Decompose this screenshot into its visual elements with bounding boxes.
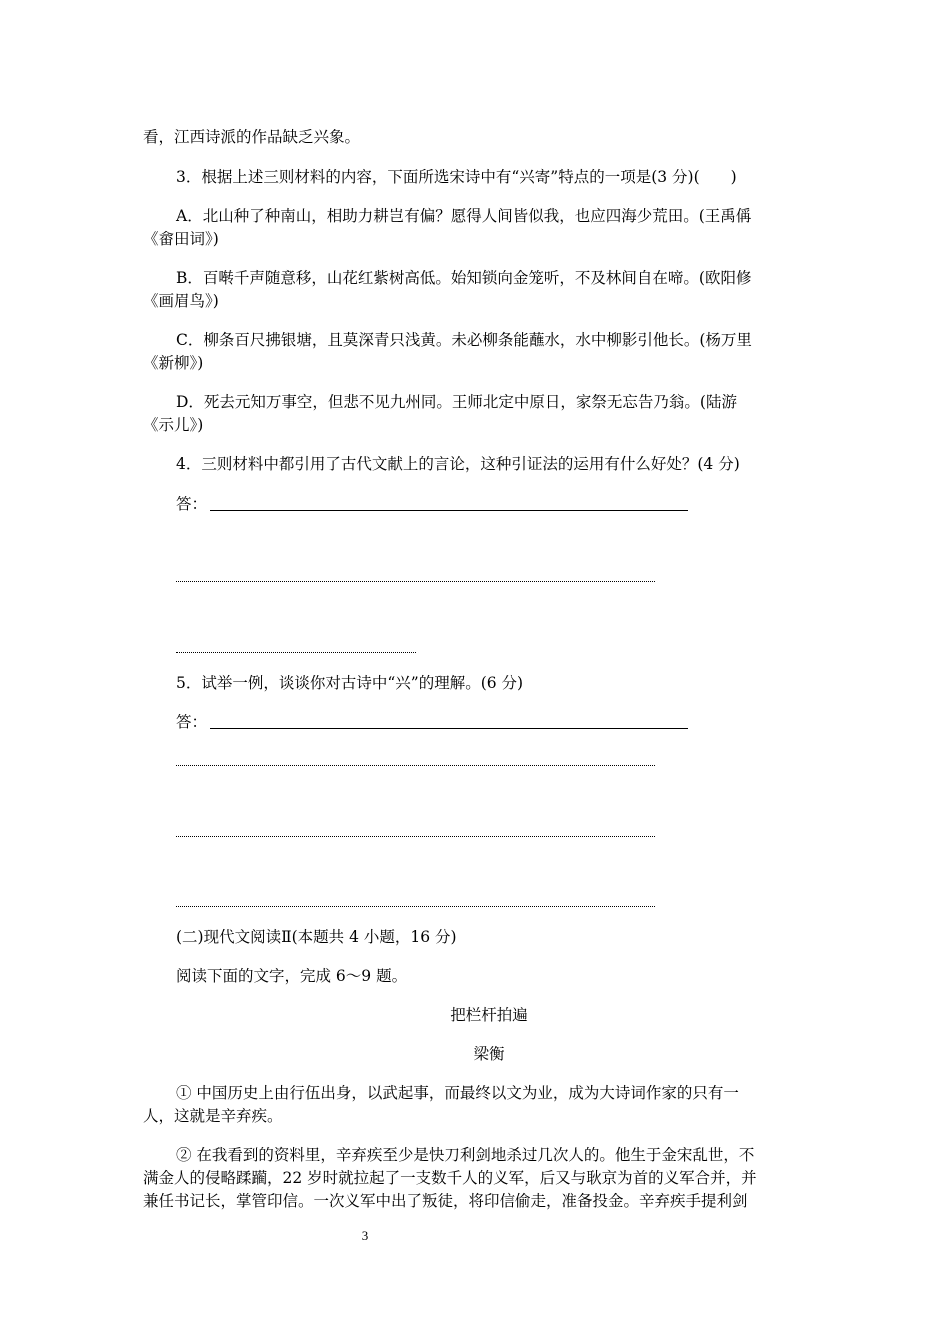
paragraph-1: ① 中国历史上由行伍出身，以武起事，而最终以文为业，成为大诗词作家的只有一: [176, 1084, 739, 1102]
paragraph-2-cont-2: 兼任书记长，掌管印信。一次义军中出了叛徒，将印信偷走，准备投金。辛弃疾手提利剑: [143, 1192, 748, 1210]
question-5-answer-line-4[interactable]: [176, 906, 655, 907]
question-3-option-b-cont: 《画眉鸟》): [143, 292, 219, 310]
question-4-answer-line-2[interactable]: [176, 581, 655, 582]
question-3-option-c-cont: 《新柳》): [143, 354, 204, 372]
paragraph-1-cont: 人，这就是辛弃疾。: [143, 1107, 283, 1125]
question-5-answer-line[interactable]: [210, 728, 688, 729]
section-2-instruction: 阅读下面的文字，完成 6～9 题。: [176, 967, 408, 985]
question-5-answer-line-2[interactable]: [176, 765, 655, 766]
page-number: 3: [361, 1228, 369, 1243]
article-author: 梁衡: [473, 1045, 505, 1063]
question-4-answer-line[interactable]: [210, 510, 688, 511]
question-3-option-a: A．北山种了种南山，相助力耕岂有偏？愿得人间皆似我，也应四海少荒田。(王禹偁: [176, 207, 752, 225]
question-4-answer-line-3[interactable]: [176, 652, 416, 653]
question-3-option-a-cont: 《畲田词》): [143, 230, 219, 248]
question-5-answer-line-3[interactable]: [176, 836, 655, 837]
question-3-option-c: C．柳条百尺拂银塘，且莫深青只浅黄。未必柳条能蘸水，水中柳影引他长。(杨万里: [176, 331, 752, 349]
paragraph-2-cont-1: 满金人的侵略蹂躏，22 岁时就拉起了一支数千人的义军，后又与耿京为首的义军合并，并: [143, 1169, 757, 1187]
intro-tail: 看，江西诗派的作品缺乏兴象。: [143, 128, 361, 146]
section-2-heading: (二)现代文阅读Ⅱ(本题共 4 小题，16 分): [176, 928, 457, 946]
article-title: 把栏杆拍遍: [450, 1006, 528, 1024]
question-3-option-b: B．百啭千声随意移，山花红紫树高低。始知锁向金笼听，不及林间自在啼。(欧阳修: [176, 269, 752, 287]
question-3-option-d: D．死去元知万事空，但悲不见九州同。王师北定中原日，家祭无忘告乃翁。(陆游: [176, 393, 737, 411]
paragraph-2: ② 在我看到的资料里，辛弃疾至少是快刀利剑地杀过几次人的。他生于金宋乱世，不: [176, 1146, 755, 1164]
question-3-option-d-cont: 《示儿》): [143, 416, 204, 434]
question-4-stem: 4．三则材料中都引用了古代文献上的言论，这种引证法的运用有什么好处？(4 分): [176, 455, 740, 473]
question-4-answer-label: 答：: [176, 495, 208, 513]
question-3-stem: 3．根据上述三则材料的内容，下面所选宋诗中有“兴寄”特点的一项是(3 分)( ): [176, 168, 737, 186]
question-5-answer-label: 答：: [176, 713, 208, 731]
question-5-stem: 5．试举一例，谈谈你对古诗中“兴”的理解。(6 分): [176, 674, 524, 692]
